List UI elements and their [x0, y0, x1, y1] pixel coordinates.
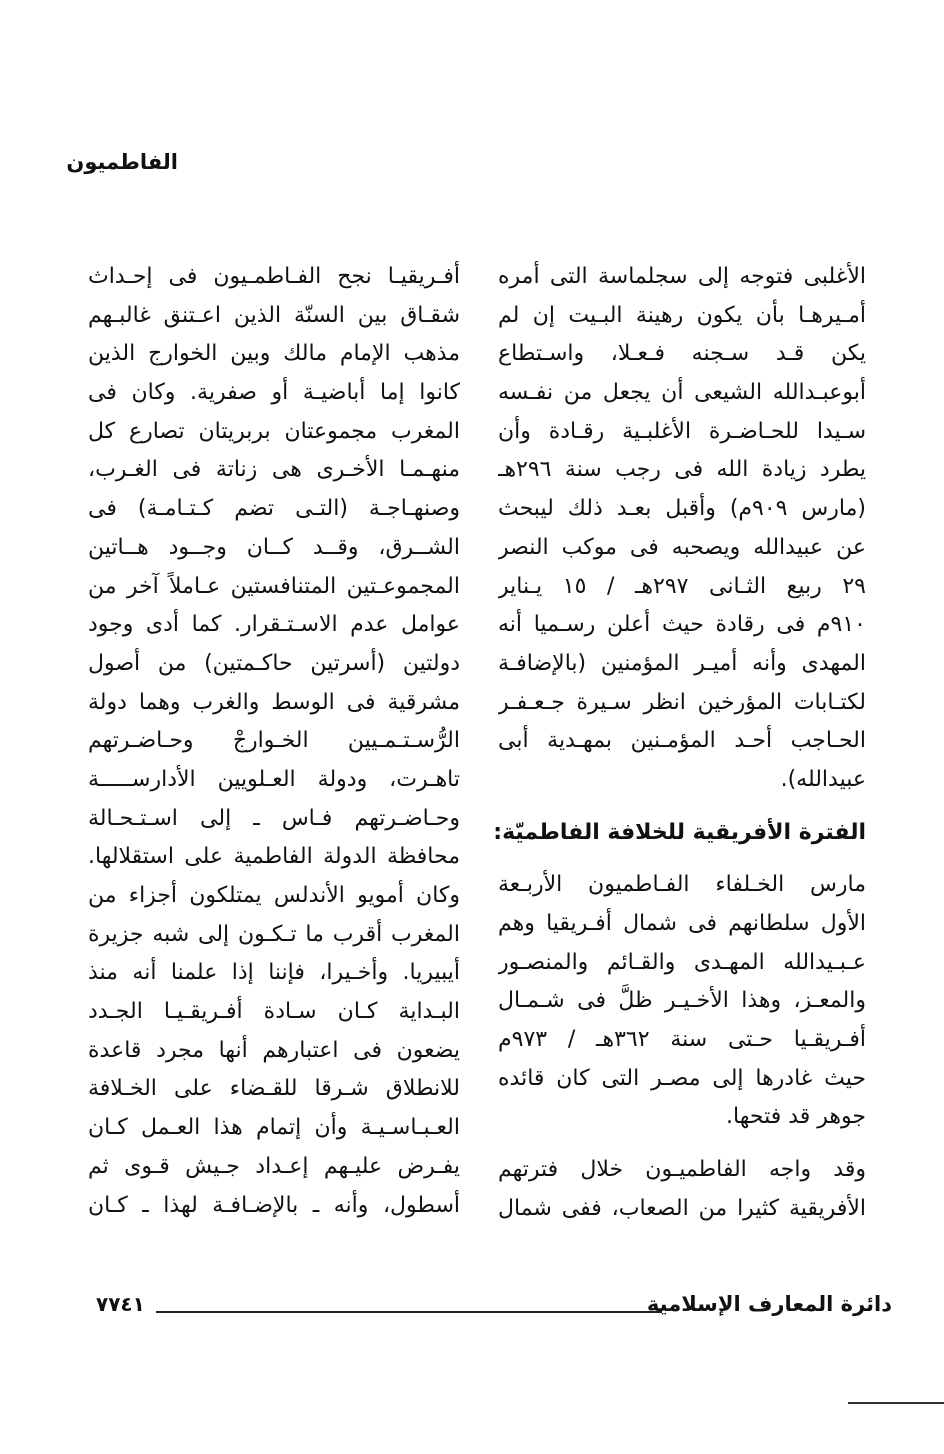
- text-line: عوامل عدم الاسـتـقرار. كما أدى وجود: [88, 612, 460, 638]
- text-line: لكتـابات المؤرخين انظر سـيرة جـعـفـر: [498, 689, 866, 715]
- text-line: وحـاضـرتهم فـاس ـ إلى اسـتـحـالة: [88, 805, 460, 831]
- text-line: مارس الخـلفاء الفـاطميون الأربـعة: [498, 872, 866, 898]
- text-line: حيث غادرها إلى مصـر التى كان قائده: [498, 1065, 866, 1091]
- text-line: أسطول، وأنه ـ بالإضـافـة لهذا ـ كـان: [88, 1192, 460, 1218]
- text-line: ٢٩ ربيع الثـانى ٢٩٧هـ / ١٥ يـناير: [498, 573, 866, 599]
- text-line: المجموعـتين المتنافستين عـاملاً آخر من: [88, 573, 460, 599]
- text-line: كانوا إما أباضيـة أو صفرية. وكان فى: [88, 380, 460, 406]
- text-line: والمعـز، وهذا الأخـيـر ظلَّ فى شـمـال: [498, 988, 866, 1014]
- text-line: يضعون فى اعتبارهم أنها مجرد قاعدة: [88, 1037, 460, 1063]
- text-line: تاهـرت، ودولة العـلويين الأدارســـــة: [88, 766, 460, 792]
- text-line: عن عبيدالله ويصحبه فى موكب النصر: [498, 534, 866, 560]
- text-line: المغرب أقرب ما تـكـون إلى شبه جزيرة: [88, 921, 460, 947]
- text-line: محافظة الدولة الفاطمية على استقلالها.: [88, 844, 460, 870]
- text-line: وصنهـاجـة (التـى تضم كـتـامـة) فى: [88, 496, 460, 522]
- text-line: الرُّسـتـمـيين الخـوارجْ وحـاضـرتهم: [88, 728, 460, 754]
- text-line: شقـاق بين السنّة الذين اعـتنق غالبـهم: [88, 302, 460, 328]
- text-line: عبيدالله).: [780, 766, 866, 792]
- text-line: أفـريقيـا نجح الفـاطمـيون فى إحـداث: [88, 264, 460, 289]
- text-line: أبوعبـدالله الشيعى أن يجعل من نفـسه: [498, 380, 866, 406]
- footer-title: دائرة المعارف الإسلامية: [646, 1292, 892, 1316]
- text-line: الشــرق، وقــد كــان وجــود هــاتين: [88, 534, 460, 560]
- text-line: عـبـيدالله المهـدى والقـائم والمنصـور: [498, 949, 866, 975]
- text-line: دولتين (أسرتين حاكـمتين) من أصول: [88, 650, 460, 676]
- text-line: الأفريقية كثيرا من الصعاب، ففى شمال: [498, 1195, 866, 1221]
- text-line: أفـريقـيا حـتى سنة ٣٦٢هـ / ٩٧٣م: [498, 1027, 866, 1053]
- text-line: سـيدا للحـاضـرة الأغلبـية رقـادة وأن: [498, 418, 866, 444]
- right-column: [493, 258, 866, 1229]
- text-line: البـداية كـان سـادة أفـريقـيـا الجـدد: [88, 999, 460, 1025]
- page-footer: [96, 1292, 892, 1322]
- text-line: يفـرض عليـهم إعـداد جـيش قـوى ثم: [88, 1153, 460, 1179]
- section-heading: الفترة الأفريقية للخلافة الفاطميّة:: [493, 819, 866, 845]
- text-line: وكان أمويو الأندلس يمتلكون أجزاء من: [88, 883, 460, 908]
- text-line: وقد واجه الفاطميـون خلال فترتهم: [498, 1157, 866, 1183]
- text-line: للانطلاق شـرقا للقـضاء على الخـلافة: [88, 1076, 460, 1102]
- text-line: الأول سلطانهم فى شمال أفـريقيا وهم: [498, 911, 866, 936]
- paragraph-gap: [498, 1137, 866, 1151]
- footer-divider: [156, 1311, 662, 1313]
- corner-divider: [848, 1402, 944, 1404]
- text-line: ٩١٠م فى رقادة حيث أعلن رسـميا أنه: [498, 612, 866, 638]
- text-line: يكن قـد سـجنه فـعـلا، واسـتطاع: [498, 341, 866, 367]
- text-line: أيبيريا. وأخـيرا، فإننا إذا علمنا أنه منذ: [88, 960, 460, 986]
- text-line: (مارس ٩٠٩م) وأقبل بعـد ذلك ليبحث: [498, 496, 866, 522]
- text-line: المهدى وأنه أميـر المؤمنين (بالإضافـة: [498, 650, 866, 676]
- text-line: الحـاجب أحـد المؤمـنين بمهـدية أبى: [498, 728, 866, 754]
- text-line: مشرقية فى الوسط والغرب وهما دولة: [88, 689, 460, 715]
- text-line: الأغلبى فتوجه إلى سجلماسة التى أمره: [498, 264, 866, 289]
- text-line: مذهب الإمام مالك وبين الخوارج الذين: [88, 341, 460, 367]
- text-line: أمـيرهـا بأن يكون رهينة البـيت إن لم: [498, 302, 866, 328]
- text-line: يطرد زيادة الله فى رجب سنة ٢٩٦هـ: [498, 457, 866, 483]
- running-header: الفاطميون: [66, 150, 178, 174]
- text-line: منهـمـا الأخـرى هى زناتة فى الغـرب،: [88, 457, 460, 483]
- left-column: [88, 258, 460, 1225]
- page-number: ٧٧٤١: [96, 1292, 145, 1316]
- text-line: المغرب مجموعتان بربريتان تصارع كل: [88, 418, 460, 444]
- text-line: العـبـاسـيـة وأن إتمام هذا العـمل كـان: [88, 1115, 460, 1141]
- text-line: جوهر قد فتحها.: [726, 1104, 866, 1130]
